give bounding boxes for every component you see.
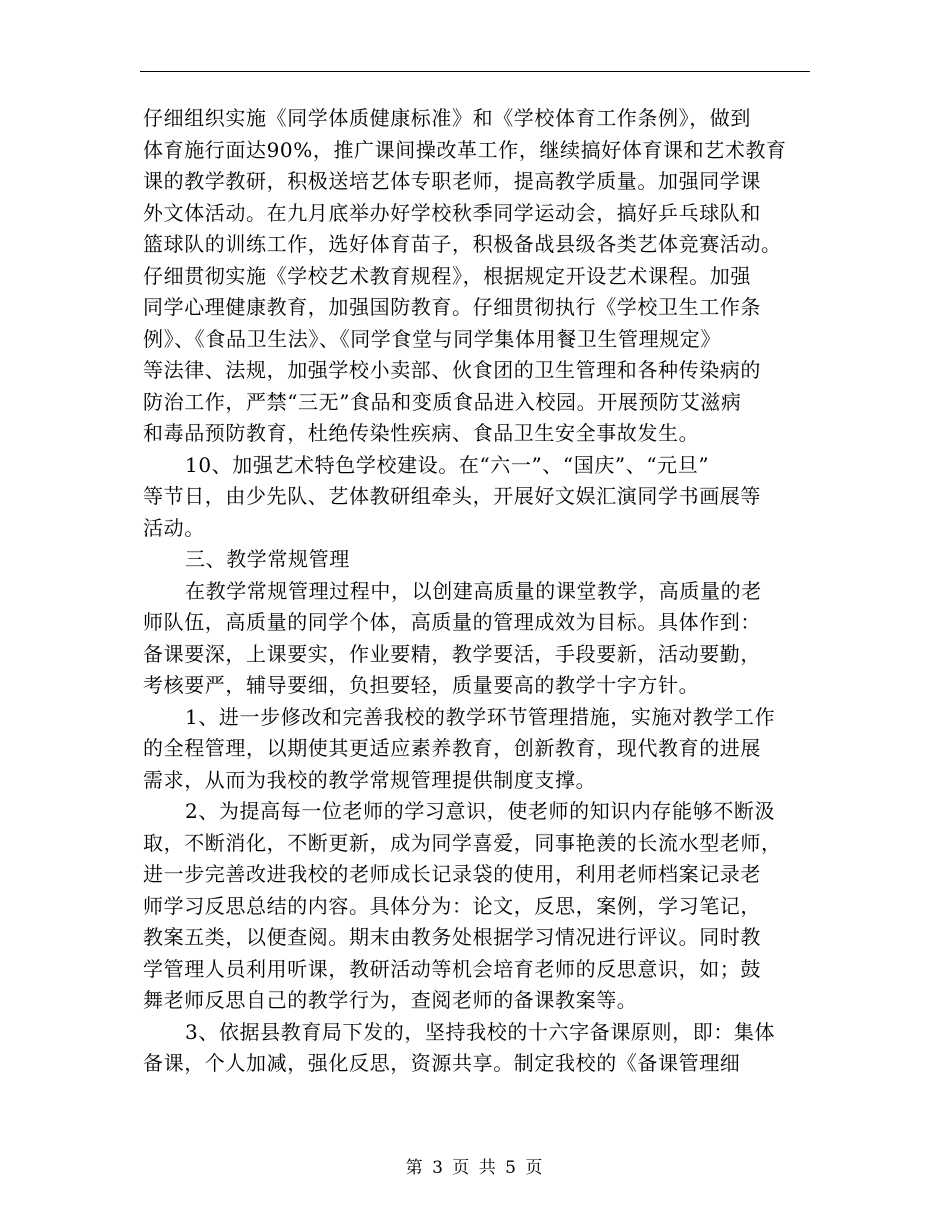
text-line: 师学习反思总结的内容。具体分为：论文，反思，案例，学习笔记，	[143, 893, 761, 918]
text-line: 舞老师反思自己的教学行为，查阅老师的备课教案等。	[143, 988, 638, 1012]
text-line: 的全程管理，以期使其更适应素养教育，创新教育，现代教育的进展	[143, 736, 761, 760]
text-line: 课的教学教研，积极送培艺体专职老师，提高教学质量。加强同学课	[143, 169, 761, 193]
text-line: 备课，个人加减，强化反思，资源共享。制定我校的《备课管理细	[143, 1051, 741, 1075]
text-line: 师队伍，高质量的同学个体，高质量的管理成效为目标。具体作到：	[143, 610, 761, 634]
text-line: 防治工作，严禁“三无”食品和变质食品进入校园。开展预防艾滋病	[143, 389, 742, 414]
text-line: 考核要严，辅导要细，负担要轻，质量要高的教学十字方针。	[143, 673, 700, 697]
text-line: 备课要深，上课要实，作业要精，教学要活，手段要新，活动要勤，	[143, 641, 761, 666]
paragraph-start-line: 3、依据县教育局下发的，坚持我校的十六字备课原则，即：集体	[185, 1019, 776, 1044]
text-line: 取，不断消化，不断更新，成为同学喜爱，同事艳羡的长流水型老师，	[143, 830, 782, 855]
text-line: 仔细组织实施《同学体质健康标准》和《学校体育工作条例》，做到	[143, 106, 751, 130]
text-line: 篮球队的训练工作，选好体育苗子，积极备战县级各类艺体竞赛活动。	[143, 232, 782, 256]
text-line: 仔细贯彻实施《学校艺术教育规程》，根据规定开设艺术课程。加强	[143, 263, 751, 288]
text-line: 体育施行面达90%，推广课间操改革工作，继续搞好体育课和艺术教育	[143, 137, 787, 162]
text-line: 同学心理健康教育，加强国防教育。仔细贯彻执行《学校卫生工作条	[143, 295, 761, 319]
text-line: 等节日，由少先队、艺体教研组牵头，开展好文娱汇演同学书画展等	[143, 484, 761, 508]
text-line: 和毒品预防教育，杜绝传染性疾病、食品卫生安全事故发生。	[143, 421, 700, 445]
paragraph-start-line: 10、加强艺术特色学校建设。在“六一”、“国庆”、“元旦”	[185, 452, 710, 477]
text-line: 需求，从而为我校的教学常规管理提供制度支撑。	[143, 767, 597, 792]
paragraph-start-line: 1、进一步修改和完善我校的教学环节管理措施，实施对教学工作	[185, 704, 776, 729]
header-rule	[140, 71, 810, 72]
text-line: 等法律、法规，加强学校小卖部、伙食团的卫生管理和各种传染病的	[143, 358, 761, 382]
text-line: 进一步完善改进我校的老师成长记录袋的使用，利用老师档案记录老	[143, 862, 761, 886]
document-body	[143, 103, 813, 1080]
page-number-footer: 第 3 页 共 5 页	[405, 1158, 545, 1178]
text-line: 教案五类，以便查阅。期末由教务处根据学习情况进行评议。同时教	[143, 925, 761, 949]
text-line: 外文体活动。在九月底举办好学校秋季同学运动会，搞好乒乓球队和	[143, 200, 761, 225]
section-heading: 三、教学常规管理	[185, 547, 350, 571]
paragraph-start-line: 2、为提高每一位老师的学习意识，使老师的知识内存能够不断汲	[185, 799, 776, 823]
text-line: 例》、《食品卫生法》、《同学食堂与同学集体用餐卫生管理规定》	[143, 326, 721, 351]
text-line: 活动。	[143, 515, 205, 540]
text-line: 学管理人员利用听课，教研活动等机会培育老师的反思意识，如；鼓	[143, 956, 761, 981]
paragraph-start-line: 在教学常规管理过程中，以创建高质量的课堂教学，高质量的老	[185, 578, 762, 603]
